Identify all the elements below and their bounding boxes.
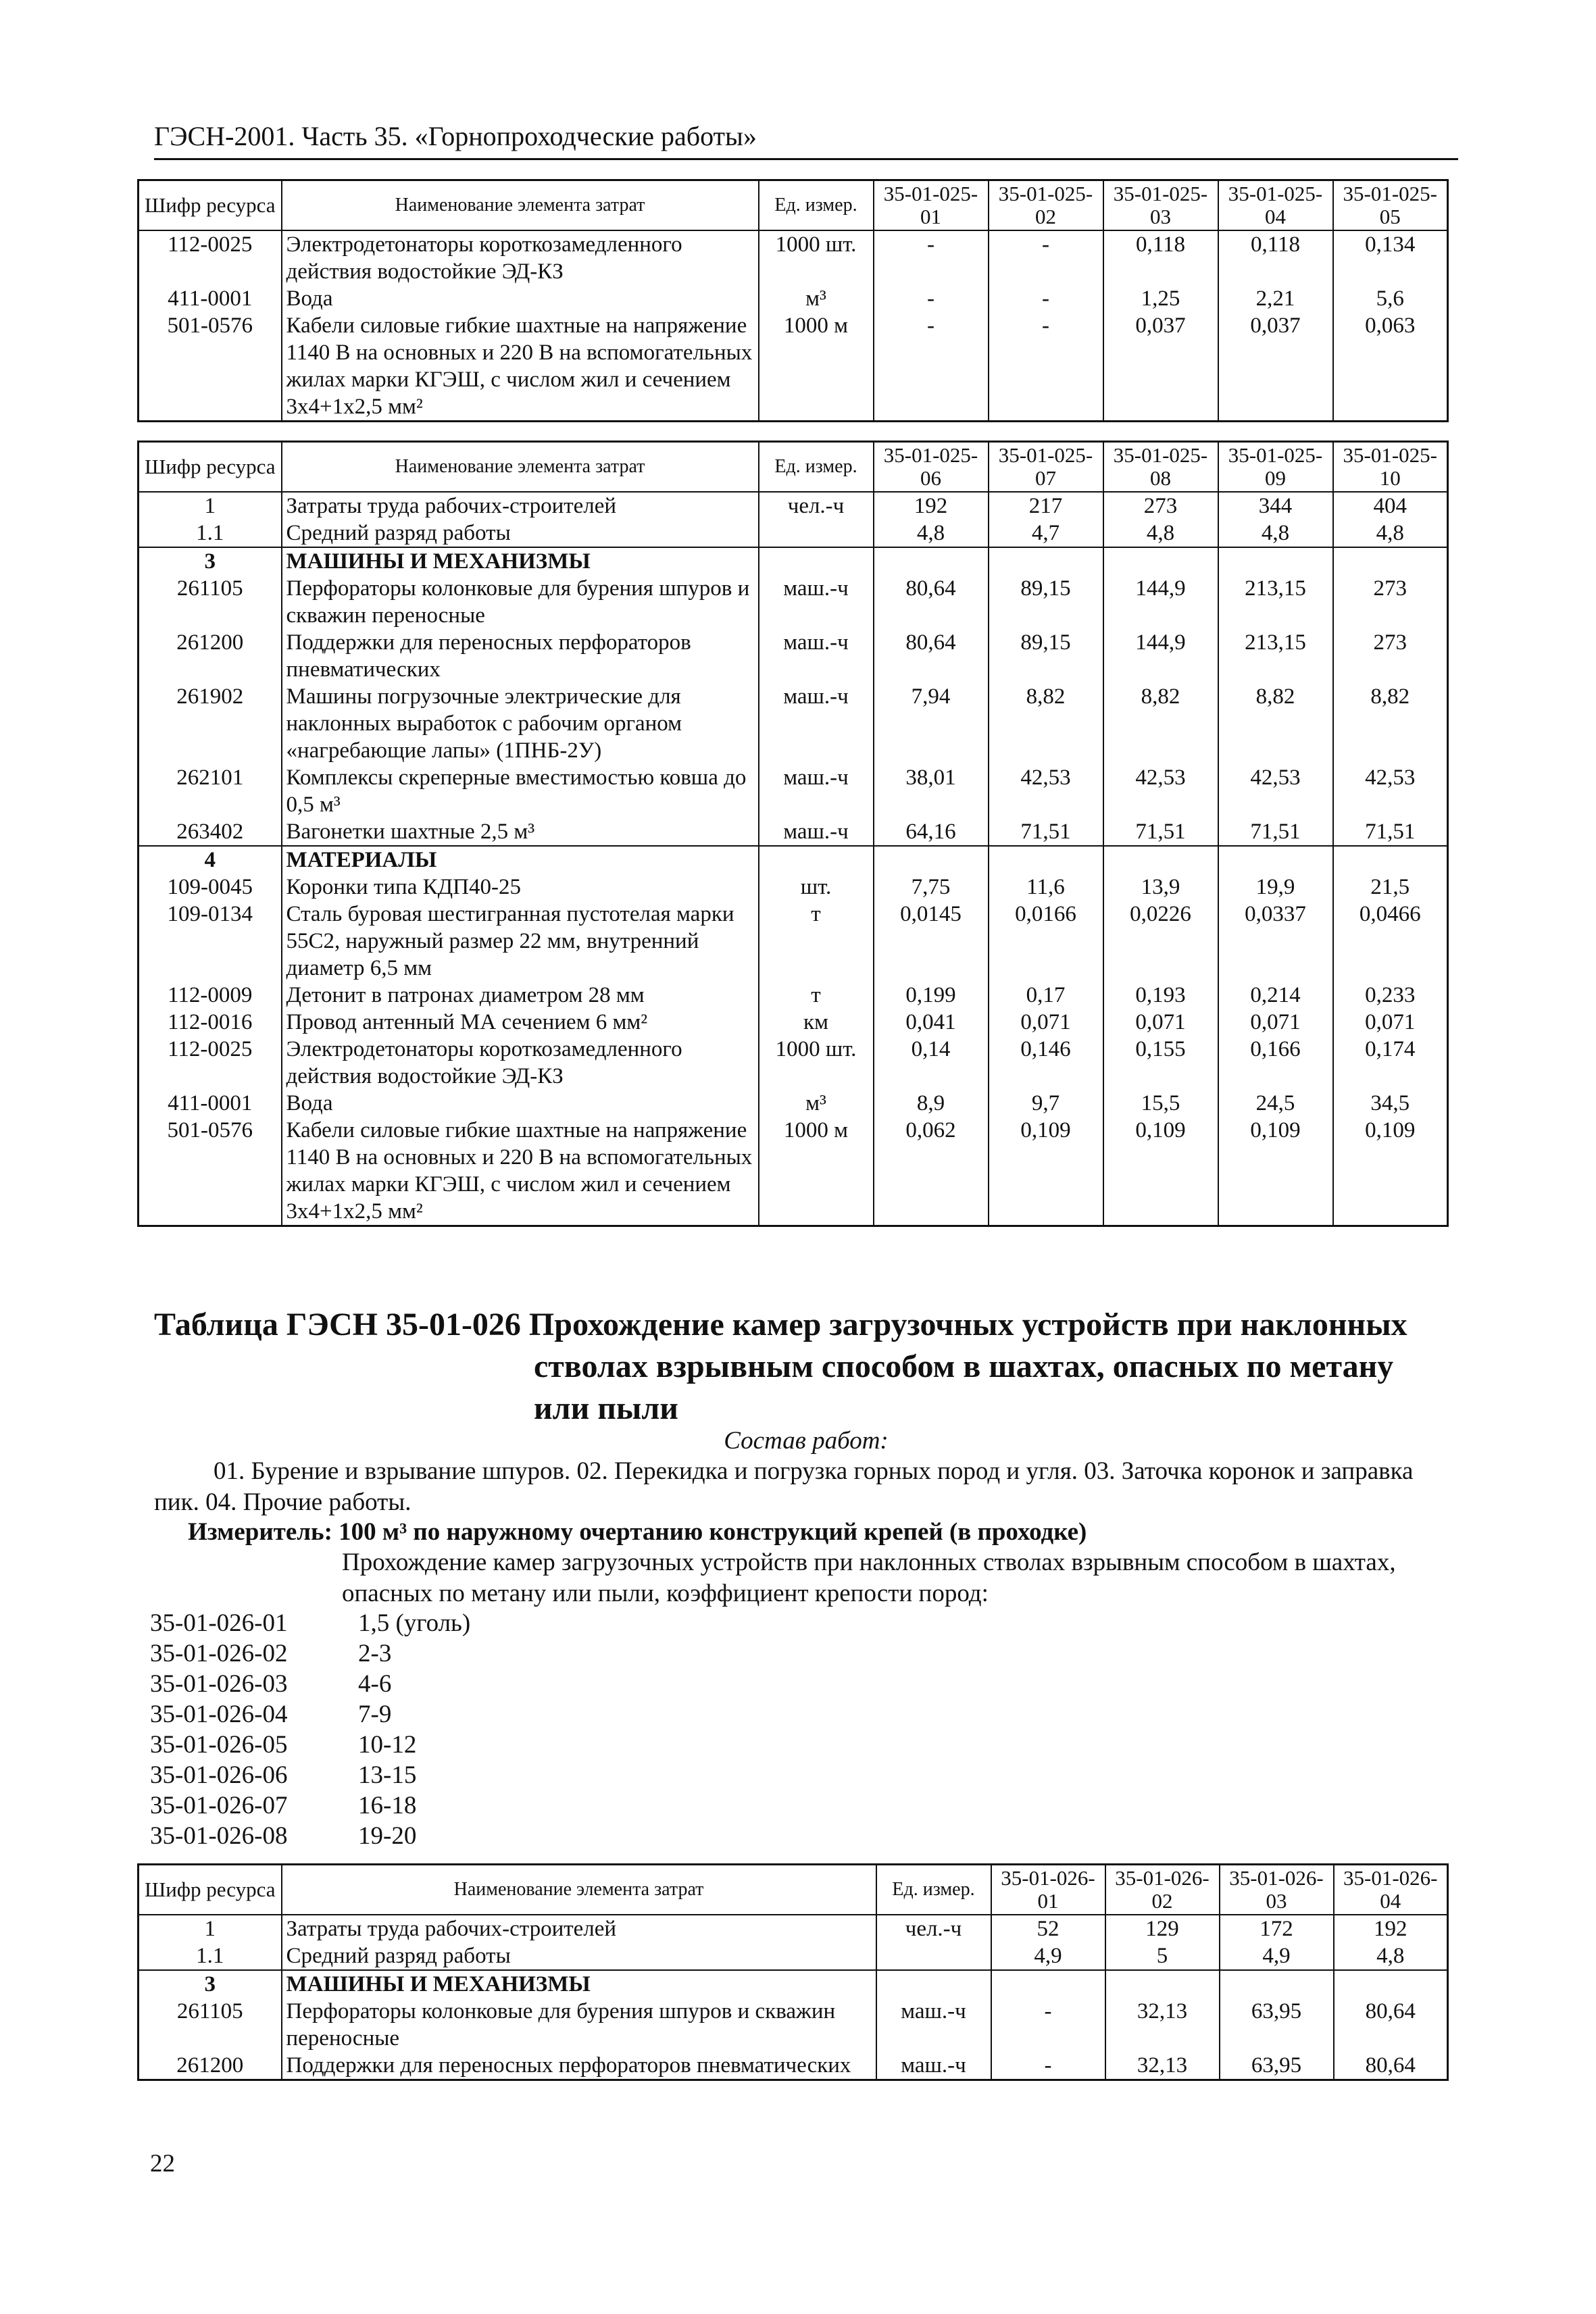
cell-value: 0,109 <box>1103 1117 1218 1226</box>
norm-code: 35-01-026-02 <box>150 1640 288 1667</box>
section-title-line1: Таблица ГЭСН 35-01-026 Прохождение камер загрузочных устройств при наклонных <box>154 1307 1407 1342</box>
cell-value <box>989 547 1103 575</box>
cell-value: 192 <box>1334 1915 1448 1942</box>
col-header-norm: 35-01-025-06 <box>874 442 989 492</box>
norm-hardness: 2-3 <box>358 1640 392 1667</box>
cell-name: Вода <box>282 1090 759 1117</box>
col-header-code: Шифр ресурса <box>139 442 282 492</box>
cell-value: 0,109 <box>1333 1117 1448 1226</box>
section-title-line3: или пыли <box>534 1390 678 1426</box>
cell-value: 13,9 <box>1103 874 1218 901</box>
table-header-row <box>139 442 1448 492</box>
cell-value: 9,7 <box>989 1090 1103 1117</box>
cell-value <box>874 846 989 874</box>
cell-value <box>1218 846 1333 874</box>
cell-code: 261105 <box>139 1998 282 2052</box>
cell-value: 144,9 <box>1103 629 1218 683</box>
cell-unit <box>759 846 874 874</box>
col-header-norm: 35-01-026-04 <box>1334 1865 1448 1915</box>
cell-value: 7,75 <box>874 874 989 901</box>
cell-value: 0,071 <box>989 1009 1103 1036</box>
table-row <box>139 1942 1448 1970</box>
cell-value: 89,15 <box>989 629 1103 683</box>
cell-value: 7,94 <box>874 683 989 764</box>
norm-hardness: 7-9 <box>358 1701 392 1728</box>
cell-value: 273 <box>1333 575 1448 629</box>
cell-value: - <box>991 1998 1105 2052</box>
cell-code: 112-0016 <box>139 1009 282 1036</box>
table-row <box>139 575 1448 629</box>
norm-hardness: 19-20 <box>358 1822 417 1850</box>
norm-code: 35-01-026-06 <box>150 1761 288 1789</box>
cell-code: 261200 <box>139 629 282 683</box>
cell-value: 217 <box>989 492 1103 520</box>
cell-value: 344 <box>1218 492 1333 520</box>
cell-value: - <box>989 312 1103 422</box>
cell-value: 5 <box>1105 1942 1220 1970</box>
cell-code: 411-0001 <box>139 1090 282 1117</box>
cell-value: 4,8 <box>1334 1942 1448 1970</box>
page-number: 22 <box>150 2150 175 2178</box>
cell-unit: т <box>759 982 874 1009</box>
cell-value: 24,5 <box>1218 1090 1333 1117</box>
col-header-code: Шифр ресурса <box>139 180 282 230</box>
cell-unit: т <box>759 901 874 982</box>
list-item <box>150 1821 691 1851</box>
cell-value: 0,109 <box>1218 1117 1333 1226</box>
col-header-norm: 35-01-025-04 <box>1218 180 1333 230</box>
table-row <box>139 846 1448 874</box>
cell-value: 4,9 <box>1220 1942 1334 1970</box>
cell-name: Провод антенный МА сечением 6 мм² <box>282 1009 759 1036</box>
cell-value: 0,0466 <box>1333 901 1448 982</box>
cell-value: - <box>989 230 1103 285</box>
cell-value: 8,82 <box>1333 683 1448 764</box>
cell-value: 42,53 <box>1218 764 1333 818</box>
table-row <box>139 285 1448 312</box>
cell-value <box>874 547 989 575</box>
cell-code: 4 <box>139 846 282 874</box>
cell-unit: маш.-ч <box>759 764 874 818</box>
cell-value: 0,233 <box>1333 982 1448 1009</box>
cell-name: Средний разряд работы <box>282 520 759 547</box>
cell-code: 1 <box>139 1915 282 1942</box>
col-header-norm: 35-01-025-09 <box>1218 442 1333 492</box>
cell-name: Машины погрузочные электрические для наклонных выработок с рабочим органом «нагребающие лапы» (1ПНБ-2У) <box>282 683 759 764</box>
table-row <box>139 764 1448 818</box>
resource-table-025-01-05 <box>137 179 1449 422</box>
cell-value: 34,5 <box>1333 1090 1448 1117</box>
norm-hardness: 1,5 (уголь) <box>358 1609 471 1637</box>
cell-code: 1 <box>139 492 282 520</box>
cell-code: 1.1 <box>139 520 282 547</box>
cell-value: - <box>991 2052 1105 2080</box>
col-header-unit: Ед. измер. <box>876 1865 991 1915</box>
cell-value: 0,118 <box>1218 230 1333 285</box>
cell-value: 15,5 <box>1103 1090 1218 1117</box>
section-title-line2: стволах взрывным способом в шахтах, опасных по метану <box>534 1349 1394 1384</box>
cell-code: 261200 <box>139 2052 282 2080</box>
cell-value: 2,21 <box>1218 285 1333 312</box>
table-row <box>139 818 1448 846</box>
norm-code: 35-01-026-03 <box>150 1670 288 1698</box>
cell-value: 4,7 <box>989 520 1103 547</box>
col-header-norm: 35-01-025-08 <box>1103 442 1218 492</box>
norm-code: 35-01-026-01 <box>150 1609 288 1637</box>
cell-unit: чел.-ч <box>759 492 874 520</box>
cell-unit: 1000 м <box>759 1117 874 1226</box>
cell-value: 32,13 <box>1105 2052 1220 2080</box>
table-row <box>139 2052 1448 2080</box>
table-row <box>139 982 1448 1009</box>
table-row <box>139 547 1448 575</box>
composition-heading: Состав работ: <box>724 1427 889 1455</box>
cell-value: 89,15 <box>989 575 1103 629</box>
cell-value: 21,5 <box>1333 874 1448 901</box>
cell-name: Детонит в патронах диаметром 28 мм <box>282 982 759 1009</box>
cell-value: 0,037 <box>1103 312 1218 422</box>
cell-unit: маш.-ч <box>876 1998 991 2052</box>
cell-code: 3 <box>139 547 282 575</box>
cell-value <box>1333 846 1448 874</box>
cell-value: 0,109 <box>989 1117 1103 1226</box>
cell-name: Затраты труда рабочих-строителей <box>282 492 759 520</box>
description-text: Прохождение камер загрузочных устройств при наклонных стволах взрывным способом в шахтах, опасных по метану или пыли, коэффициент крепости пород: <box>342 1549 1396 1607</box>
cell-code: 1.1 <box>139 1942 282 1970</box>
cell-name: Кабели силовые гибкие шахтные на напряжение 1140 В на основных и 220 В на вспомогательных жилах марки КГЭШ, с числом жил и сечением 3х4+1х2,5 мм² <box>282 312 759 422</box>
cell-value: 0,071 <box>1103 1009 1218 1036</box>
cell-value <box>1105 1970 1220 1998</box>
norm-hardness: 13-15 <box>358 1761 417 1789</box>
cell-value <box>989 846 1103 874</box>
table-row <box>139 1009 1448 1036</box>
cell-value: 19,9 <box>1218 874 1333 901</box>
cell-unit: маш.-ч <box>876 2052 991 2080</box>
table-row <box>139 1090 1448 1117</box>
col-header-norm: 35-01-025-01 <box>874 180 989 230</box>
cell-value <box>1103 846 1218 874</box>
table-row <box>139 629 1448 683</box>
cell-value: 32,13 <box>1105 1998 1220 2052</box>
cell-value: 144,9 <box>1103 575 1218 629</box>
table-row <box>139 492 1448 520</box>
cell-unit: 1000 м <box>759 312 874 422</box>
table-row <box>139 520 1448 547</box>
cell-value: 0,041 <box>874 1009 989 1036</box>
cell-value: 63,95 <box>1220 1998 1334 2052</box>
table-row <box>139 874 1448 901</box>
table-row <box>139 1998 1448 2052</box>
cell-value: 0,155 <box>1103 1036 1218 1090</box>
cell-value: 5,6 <box>1333 285 1448 312</box>
cell-value: 273 <box>1333 629 1448 683</box>
cell-value: 0,14 <box>874 1036 989 1090</box>
cell-value: 42,53 <box>1103 764 1218 818</box>
cell-code: 261105 <box>139 575 282 629</box>
cell-code: 112-0025 <box>139 1036 282 1090</box>
cell-value: 4,8 <box>1103 520 1218 547</box>
table-row <box>139 312 1448 422</box>
cell-code: 411-0001 <box>139 285 282 312</box>
cell-value: 71,51 <box>1333 818 1448 846</box>
resource-table-026-01-04 <box>137 1863 1449 2081</box>
cell-value: 80,64 <box>1334 2052 1448 2080</box>
cell-name: Поддержки для переносных перфораторов пневматических <box>282 2052 876 2080</box>
cell-value: 192 <box>874 492 989 520</box>
cell-value: 71,51 <box>989 818 1103 846</box>
cell-unit: маш.-ч <box>759 575 874 629</box>
col-header-norm: 35-01-025-07 <box>989 442 1103 492</box>
cell-value: - <box>874 312 989 422</box>
composition-text: 01. Бурение и взрывание шпуров. 02. Перекидка и погрузка горных пород и угля. 03. Заточка коронок и заправка пик. 04. Прочие работы. <box>154 1457 1414 1516</box>
norm-code: 35-01-026-04 <box>150 1701 288 1728</box>
cell-value: 4,9 <box>991 1942 1105 1970</box>
list-item <box>150 1669 691 1699</box>
col-header-name: Наименование элемента затрат <box>282 442 759 492</box>
cell-value: 273 <box>1103 492 1218 520</box>
list-item <box>150 1638 691 1669</box>
cell-value: 4,8 <box>1333 520 1448 547</box>
cell-value: 0,146 <box>989 1036 1103 1090</box>
cell-value: 0,199 <box>874 982 989 1009</box>
cell-value: - <box>989 285 1103 312</box>
cell-name: Перфораторы колонковые для бурения шпуров и скважин переносные <box>282 1998 876 2052</box>
cell-code: 261902 <box>139 683 282 764</box>
norm-hardness: 16-18 <box>358 1792 417 1819</box>
table-row <box>139 683 1448 764</box>
cell-value: 8,82 <box>989 683 1103 764</box>
cell-value: 80,64 <box>1334 1998 1448 2052</box>
col-header-unit: Ед. измер. <box>759 442 874 492</box>
cell-value: 0,037 <box>1218 312 1333 422</box>
cell-name: Электродетонаторы короткозамедленного действия водостойкие ЭД-КЗ <box>282 230 759 285</box>
cell-value: - <box>874 285 989 312</box>
cell-value: 0,134 <box>1333 230 1448 285</box>
list-item <box>150 1730 691 1760</box>
cell-value: 11,6 <box>989 874 1103 901</box>
table-row <box>139 230 1448 285</box>
table-header-row <box>139 1865 1448 1915</box>
table-row <box>139 1036 1448 1090</box>
cell-value <box>991 1970 1105 1998</box>
cell-value: 0,0337 <box>1218 901 1333 982</box>
cell-value: 0,174 <box>1333 1036 1448 1090</box>
cell-value <box>1333 547 1448 575</box>
cell-name: Кабели силовые гибкие шахтные на напряжение 1140 В на основных и 220 В на вспомогательных жилах марки КГЭШ, с числом жил и сечением 3х4+1х2,5 мм² <box>282 1117 759 1226</box>
cell-value: 0,0226 <box>1103 901 1218 982</box>
cell-value: 52 <box>991 1915 1105 1942</box>
norm-code: 35-01-026-05 <box>150 1731 288 1759</box>
cell-unit: чел.-ч <box>876 1915 991 1942</box>
cell-value: 404 <box>1333 492 1448 520</box>
cell-value: 42,53 <box>1333 764 1448 818</box>
cell-value: 0,193 <box>1103 982 1218 1009</box>
cell-code: 109-0134 <box>139 901 282 982</box>
cell-value: 8,82 <box>1103 683 1218 764</box>
cell-value: 42,53 <box>989 764 1103 818</box>
cell-value: 0,166 <box>1218 1036 1333 1090</box>
table-row <box>139 1970 1448 1998</box>
cell-unit: 1000 шт. <box>759 1036 874 1090</box>
cell-value: 38,01 <box>874 764 989 818</box>
cell-code: 262101 <box>139 764 282 818</box>
cell-value <box>1334 1970 1448 1998</box>
cell-value: 129 <box>1105 1915 1220 1942</box>
cell-value: 8,9 <box>874 1090 989 1117</box>
cell-code: 263402 <box>139 818 282 846</box>
norm-hardness: 10-12 <box>358 1731 417 1759</box>
norm-code: 35-01-026-08 <box>150 1822 288 1850</box>
cell-unit: шт. <box>759 874 874 901</box>
cell-name: Вагонетки шахтные 2,5 м³ <box>282 818 759 846</box>
table-row <box>139 901 1448 982</box>
cell-value: 4,8 <box>874 520 989 547</box>
cell-value: 71,51 <box>1103 818 1218 846</box>
col-header-code: Шифр ресурса <box>139 1865 282 1915</box>
col-header-norm: 35-01-025-05 <box>1333 180 1448 230</box>
cell-value: 0,071 <box>1333 1009 1448 1036</box>
col-header-norm: 35-01-026-03 <box>1220 1865 1334 1915</box>
cell-value: 4,8 <box>1218 520 1333 547</box>
cell-unit: маш.-ч <box>759 629 874 683</box>
cell-value: 80,64 <box>874 575 989 629</box>
cell-value: 0,071 <box>1218 1009 1333 1036</box>
col-header-name: Наименование элемента затрат <box>282 1865 876 1915</box>
cell-value: 80,64 <box>874 629 989 683</box>
cell-unit: м³ <box>759 1090 874 1117</box>
cell-unit: км <box>759 1009 874 1036</box>
col-header-norm: 35-01-026-02 <box>1105 1865 1220 1915</box>
cell-unit <box>759 547 874 575</box>
cell-name: Затраты труда рабочих-строителей <box>282 1915 876 1942</box>
cell-code: 501-0576 <box>139 312 282 422</box>
cell-value: 0,118 <box>1103 230 1218 285</box>
list-item <box>150 1790 691 1821</box>
cell-value: 213,15 <box>1218 575 1333 629</box>
col-header-norm: 35-01-025-10 <box>1333 442 1448 492</box>
cell-value: 0,0166 <box>989 901 1103 982</box>
cell-code: 112-0009 <box>139 982 282 1009</box>
cell-code: 3 <box>139 1970 282 1998</box>
norm-hardness: 4-6 <box>358 1670 392 1698</box>
cell-value: 8,82 <box>1218 683 1333 764</box>
cell-unit <box>876 1970 991 1998</box>
cell-value: 213,15 <box>1218 629 1333 683</box>
norm-code: 35-01-026-07 <box>150 1792 288 1819</box>
col-header-norm: 35-01-026-01 <box>991 1865 1105 1915</box>
cell-name: Перфораторы колонковые для бурения шпуров и скважин переносные <box>282 575 759 629</box>
cell-unit <box>876 1942 991 1970</box>
cell-value: 0,062 <box>874 1117 989 1226</box>
cell-value: 0,063 <box>1333 312 1448 422</box>
list-item <box>150 1760 691 1790</box>
cell-name: МАТЕРИАЛЫ <box>282 846 759 874</box>
cell-value: 63,95 <box>1220 2052 1334 2080</box>
cell-value <box>1220 1970 1334 1998</box>
cell-value: 0,0145 <box>874 901 989 982</box>
cell-value <box>1218 547 1333 575</box>
cell-name: Сталь буровая шестигранная пустотелая марки 55С2, наружный размер 22 мм, внутренний диаметр 6,5 мм <box>282 901 759 982</box>
meter-text: Измеритель: 100 м³ по наружному очертанию конструкций крепей (в проходке) <box>188 1518 1087 1546</box>
cell-unit: 1000 шт. <box>759 230 874 285</box>
cell-unit: м³ <box>759 285 874 312</box>
col-header-unit: Ед. измер. <box>759 180 874 230</box>
cell-name: Средний разряд работы <box>282 1942 876 1970</box>
col-header-norm: 35-01-025-02 <box>989 180 1103 230</box>
cell-unit: маш.-ч <box>759 818 874 846</box>
list-item <box>150 1608 691 1638</box>
cell-value: - <box>874 230 989 285</box>
cell-name: Вода <box>282 285 759 312</box>
list-item <box>150 1699 691 1730</box>
cell-value <box>1103 547 1218 575</box>
cell-value: 0,214 <box>1218 982 1333 1009</box>
cell-code: 112-0025 <box>139 230 282 285</box>
col-header-norm: 35-01-025-03 <box>1103 180 1218 230</box>
cell-code: 109-0045 <box>139 874 282 901</box>
cell-name: Электродетонаторы короткозамедленного действия водостойкие ЭД-КЗ <box>282 1036 759 1090</box>
page-header: ГЭСН-2001. Часть 35. «Горнопроходческие работы» <box>154 119 1458 160</box>
table-row <box>139 1117 1448 1226</box>
table-row <box>139 1915 1448 1942</box>
cell-name: Поддержки для переносных перфораторов пневматических <box>282 629 759 683</box>
col-header-name: Наименование элемента затрат <box>282 180 759 230</box>
cell-value: 172 <box>1220 1915 1334 1942</box>
cell-value: 0,17 <box>989 982 1103 1009</box>
cell-unit <box>759 520 874 547</box>
cell-unit: маш.-ч <box>759 683 874 764</box>
cell-value: 1,25 <box>1103 285 1218 312</box>
table-header-row <box>139 180 1448 230</box>
cell-value: 71,51 <box>1218 818 1333 846</box>
cell-value: 64,16 <box>874 818 989 846</box>
cell-code: 501-0576 <box>139 1117 282 1226</box>
cell-name: МАШИНЫ И МЕХАНИЗМЫ <box>282 1970 876 1998</box>
cell-name: Комплексы скреперные вместимостью ковша до 0,5 м³ <box>282 764 759 818</box>
cell-name: Коронки типа КДП40-25 <box>282 874 759 901</box>
cell-name: МАШИНЫ И МЕХАНИЗМЫ <box>282 547 759 575</box>
norm-codes-list <box>150 1608 691 1851</box>
resource-table-025-06-10 <box>137 441 1449 1227</box>
